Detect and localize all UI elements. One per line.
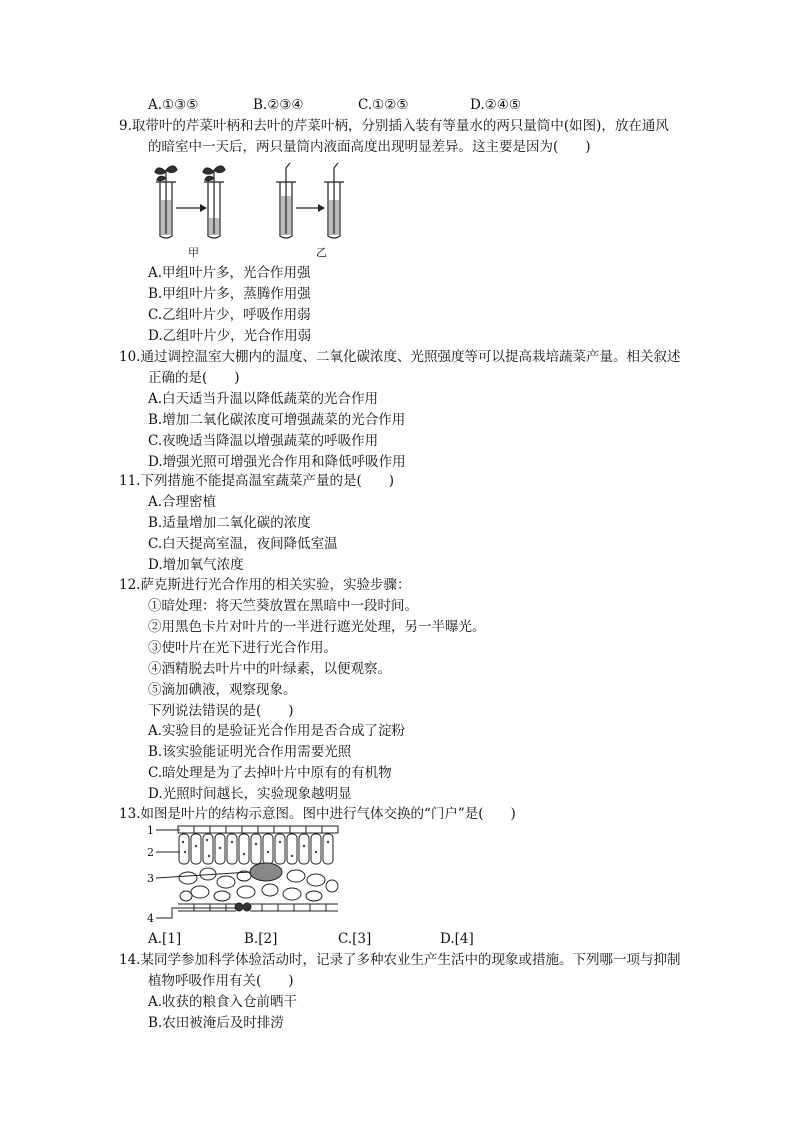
q8-option-c: C.①②⑤	[358, 97, 409, 113]
q9-jia-after	[203, 166, 225, 238]
q12-option-a: A.实验目的是验证光合作用是否合成了淀粉	[148, 723, 406, 739]
q13-stoma	[235, 903, 251, 911]
q9-cylinder-figure	[146, 160, 366, 260]
q13-label-4: 4	[147, 912, 154, 925]
q9-option-a: A.甲组叶片多，光合作用强	[148, 265, 311, 281]
q12-option-d: D.光照时间越长，实验现象越明显	[148, 786, 352, 802]
q9-option-b: B.甲组叶片多，蒸腾作用强	[148, 286, 311, 302]
q10-option-d: D.增强光照可增强光合作用和降低呼吸作用	[148, 454, 406, 470]
q12-option-b: B.该实验能证明光合作用需要光照	[148, 744, 352, 760]
q8-option-a: A.①③⑤	[148, 97, 199, 113]
q9-jia-before	[155, 166, 177, 238]
q13-label-1: 1	[147, 824, 154, 837]
q11-stem: 11.下列措施不能提高温室蔬菜产量的是( )	[119, 473, 395, 489]
q10-option-c: C.夜晚适当降温以增强蔬菜的呼吸作用	[148, 433, 379, 449]
q14-option-b: B.农田被淹后及时排涝	[148, 1015, 284, 1031]
q9-option-d: D.乙组叶片少，光合作用弱	[148, 328, 312, 344]
q10-stem-line2: 正确的是( )	[148, 370, 240, 386]
q9-stem-line1: 9.取带叶的芹菜叶柄和去叶的芹菜叶柄，分别插入装有等量水的两只量筒中(如图)，放在通风	[119, 118, 669, 134]
q11-option-d: D.增加氧气浓度	[148, 557, 244, 573]
q8-option-b: B.②③④	[253, 97, 304, 113]
q12-question: 下列说法错误的是( )	[148, 703, 294, 719]
q13-label-2: 2	[147, 846, 154, 859]
q11-option-a: A.合理密植	[148, 494, 217, 510]
q12-step-5: ⑤滴加碘液，观察现象。	[148, 682, 297, 698]
q9-option-c: C.乙组叶片少，呼吸作用弱	[148, 307, 311, 323]
q13-leaf-cross-section-figure	[146, 824, 346, 924]
q13-option-a: A.[1]	[148, 931, 182, 947]
q11-option-b: B.适量增加二氧化碳的浓度	[148, 515, 311, 531]
q13-stem: 13.如图是叶片的结构示意图。图中进行气体交换的“门户”是( )	[119, 806, 516, 822]
q9-yi-before	[276, 163, 296, 238]
q8-option-d: D.②④⑤	[470, 97, 521, 113]
q14-stem-line2: 植物呼吸作用有关( )	[148, 973, 294, 989]
q10-option-a: A.白天适当升温以降低蔬菜的光合作用	[148, 391, 379, 407]
q13-label-3: 3	[147, 872, 154, 885]
q12-stem: 12.萨克斯进行光合作用的相关实验，实验步骤：	[119, 577, 411, 593]
q9-yi-after	[324, 163, 344, 238]
q13-vein	[250, 863, 282, 881]
q13-option-c: C.[3]	[338, 931, 372, 947]
q10-stem-line1: 10.通过调控温室大棚内的温度、二氧化碳浓度、光照强度等可以提高栽培蔬菜产量。相关叙述	[119, 349, 681, 365]
q14-option-a: A.收获的粮食入仓前晒干	[148, 994, 298, 1010]
q12-step-1: ①暗处理：将天竺葵放置在黑暗中一段时间。	[148, 598, 418, 614]
q13-palisade-cells	[179, 834, 333, 864]
q14-stem-line1: 14.某同学参加科学体验活动时，记录了多种农业生产生活中的现象或措施。下列哪一项与抑制	[119, 952, 681, 968]
q11-option-c: C.白天提高室温，夜间降低室温	[148, 536, 338, 552]
q9-label-jia: 甲	[188, 246, 199, 259]
q13-option-d: D.[4]	[440, 931, 474, 947]
q10-option-b: B.增加二氧化碳浓度可增强蔬菜的光合作用	[148, 412, 406, 428]
q9-stem-line2: 的暗室中一天后，两只量筒内液面高度出现明显差异。这主要是因为( )	[148, 139, 591, 155]
q9-label-yi: 乙	[316, 246, 327, 259]
q12-option-c: C.暗处理是为了去掉叶片中原有的有机物	[148, 765, 392, 781]
q12-step-4: ④酒精脱去叶片中的叶绿素，以便观察。	[148, 661, 391, 677]
q12-step-3: ③使叶片在光下进行光合作用。	[148, 640, 337, 656]
q13-option-b: B.[2]	[244, 931, 278, 947]
q12-step-2: ②用黑色卡片对叶片的一半进行遮光处理，另一半曝光。	[148, 619, 486, 635]
